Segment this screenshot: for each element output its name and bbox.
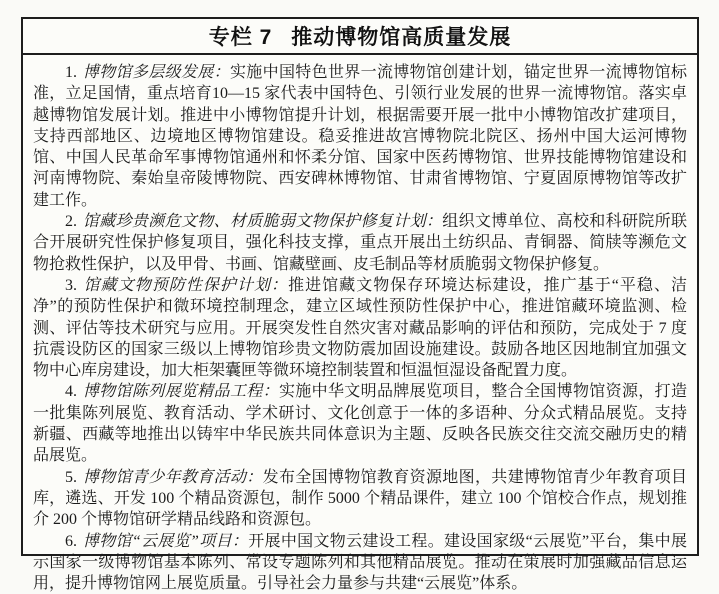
paragraph-1-number: 1. [65,64,77,81]
column-label: 专栏 7 [208,26,273,49]
paragraph-5-heading: 博物馆青少年教育活动： [82,468,263,486]
paragraph-4 [33,381,687,466]
paragraph-3-text: 推进馆藏文物保存环境达标建设，推广基于“平稳、洁净”的预防性保护和微环境控制理念，建立区域性预防性保护中心，推进馆藏环境监测、检测、评估等技术研究与应用。开展突发性自然灾害对藏品影响的评估和预防，完成处于 7 度抗震设防区的国家三级以上博物馆珍贵文物防震加固设施建设。鼓励各地区因地制宜加强文物中心库房建设，加大柜架囊匣等微环境控制装置和恒温恒湿设备配置力度。 [33,276,687,380]
paragraph-4-number: 4. [65,383,77,401]
paragraph-6 [33,531,687,594]
panel-title-text: 推动博物馆高质量发展 [291,26,512,49]
panel-body [23,55,697,594]
paragraph-5 [33,467,687,531]
paragraph-2-number: 2. [65,213,77,231]
paragraph-5-number: 5. [65,468,77,486]
paragraph-3 [33,275,687,381]
paragraph-2-heading: 馆藏珍贵濒危文物、材质脆弱文物保护修复计划： [82,213,443,231]
paragraph-4-text: 实施中华文明品牌展览项目，整合全国博物馆资源，打造一批集陈列展览、教育活动、学术研讨、文化创意于一体的多语种、分众式精品展览。支持新疆、西藏等地推出以铸牢中华民族共同体意识为主题、反映各民族交往交流交融历史的精品展览。 [33,383,687,465]
column-panel [21,17,699,593]
paragraph-6-text: 开展中国文物云建设工程。建设国家级“云展览”平台，集中展示国家一级博物馆基本陈列、常设专题陈列和其他精品展览。推动在策展时加强藏品信息运用，提升博物馆网上展览质量。引导社会力量参与共建“云展览”体系。 [33,532,687,593]
paragraph-6-heading: 博物馆“云展览”项目： [82,532,249,550]
paragraph-3-number: 3. [65,276,77,294]
panel-title [23,19,697,55]
paragraph-3-heading: 馆藏文物预防性保护计划： [82,276,289,294]
paragraph-5-text: 发布全国博物馆教育资源地图，共建博物馆青少年教育项目库，遴选、开发 100 个精品资源包，制作 5000 个精品课件，建立 100 个馆校合作点，规划推介 200 个博物馆研学精品线路和资源包。 [33,468,687,529]
paragraph-1 [33,62,687,211]
paragraph-4-heading: 博物馆陈列展览精品工程： [82,383,279,401]
paragraph-2-text: 组织文博单位、高校和科研院所联合开展研究性保护修复项目，强化科技支撑，重点开展出土纺织品、青铜器、简牍等濒危文物抢救性保护，以及甲骨、书画、馆藏壁画、皮毛制品等材质脆弱文物保护修复。 [33,213,687,273]
paragraph-6-number: 6. [65,532,77,550]
paragraph-2 [33,211,687,275]
paragraph-1-text: 实施中国特色世界一流博物馆创建计划，锚定世界一流博物馆标准，立足国情，重点培育10—15 家代表中国特色、引领行业发展的世界一流博物馆。落实卓越博物馆发展计划。推进中小博物馆提升计划，根据需要开展一批中小博物馆改扩建项目，支持西部地区、边境地区博物馆建设。稳妥推进故宫博物院北院区、扬州中国大运河博物馆、中国人民革命军事博物馆通州和怀柔分馆、国家中医药博物馆、世界技能博物馆建设和河南博物院、秦始皇帝陵博物院、西安碑林博物馆、甘肃省博物馆、宁夏固原博物馆等改扩建工作。 [33,64,687,209]
paragraph-1-heading: 博物馆多层级发展： [82,64,230,81]
